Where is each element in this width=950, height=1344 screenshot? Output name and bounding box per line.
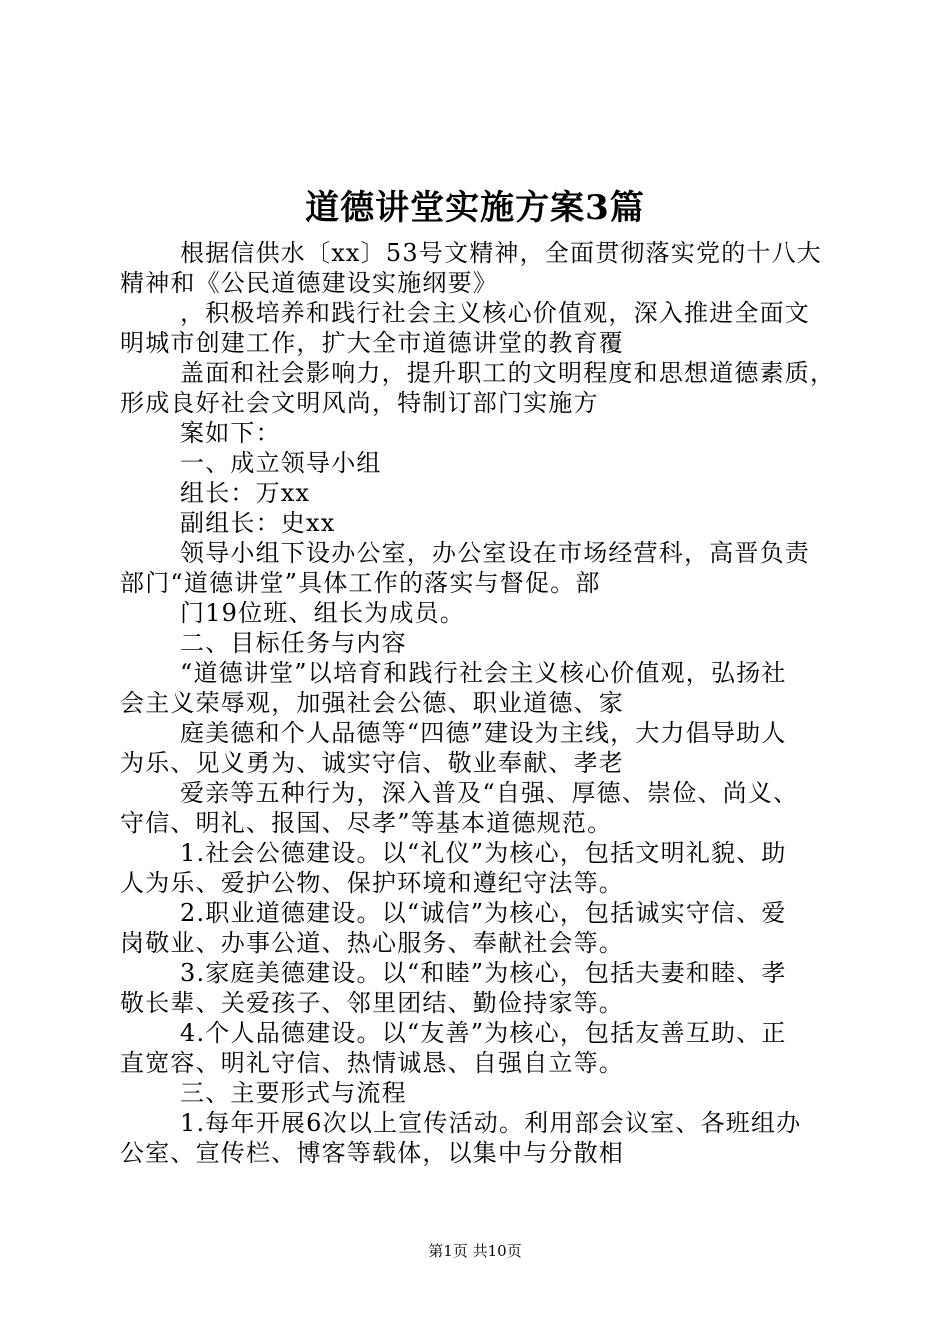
text-line: 直宽容、明礼守信、热情诚恳、自强自立等。 <box>120 1049 624 1077</box>
document-title: 道德讲堂实施方案3篇 <box>305 188 645 228</box>
text-line: 领导小组下设办公室，办公室设在市场经营科，高晋负责 <box>180 539 810 567</box>
text-line: 盖面和社会影响力，提升职工的文明程度和思想道德素质， <box>180 359 836 387</box>
text-line: 1.社会公德建设。以“礼仪”为核心，包括文明礼貌、助 <box>180 839 787 867</box>
text-line: 门19位班、组长为成员。 <box>180 599 465 627</box>
document-body <box>120 238 840 1168</box>
text-line: 组长：万xx <box>180 479 311 507</box>
text-line: 守信、明礼、报国、尽孝”等基本道德规范。 <box>120 809 613 837</box>
text-line: 形成良好社会文明风尚，特制订部门实施方 <box>120 389 599 417</box>
text-line: 2.职业道德建设。以“诚信”为核心，包括诚实守信、爱 <box>180 899 787 927</box>
text-line: 三、主要形式与流程 <box>180 1079 407 1107</box>
text-line: 案如下： <box>180 419 281 447</box>
page-footer: 第1页 共10页 <box>428 1242 522 1260</box>
text-line: 敬长辈、关爱孩子、邻里团结、勤俭持家等。 <box>120 989 624 1017</box>
text-line: 二、目标任务与内容 <box>180 629 407 657</box>
text-line: 部门“道德讲堂”具体工作的落实与督促。部 <box>120 569 601 597</box>
text-line: 岗敬业、办事公道、热心服务、奉献社会等。 <box>120 929 624 957</box>
text-line: 公室、宣传栏、博客等载体，以集中与分散相 <box>120 1139 624 1167</box>
text-line: 人为乐、爱护公物、保护环境和遵纪守法等。 <box>120 869 624 897</box>
text-line: 副组长：史xx <box>180 509 336 537</box>
text-line: 会主义荣辱观，加强社会公德、职业道德、家 <box>120 689 624 717</box>
text-line: 明城市创建工作，扩大全市道德讲堂的教育覆 <box>120 329 624 357</box>
text-line: 为乐、见义勇为、诚实守信、敬业奉献、孝老 <box>120 749 624 777</box>
text-line: ，积极培养和践行社会主义核心价值观，深入推进全面文 <box>180 299 810 327</box>
text-line: 根据信供水〔xx〕53号文精神，全面贯彻落实党的十八大 <box>180 239 823 267</box>
text-line: 精神和《公民道德建设实施纲要》 <box>120 269 498 297</box>
text-line: 3.家庭美德建设。以“和睦”为核心，包括夫妻和睦、孝 <box>180 959 787 987</box>
text-line: 1.每年开展6次以上宣传活动。利用部会议室、各班组办 <box>180 1109 802 1137</box>
text-line: 4.个人品德建设。以“友善”为核心，包括友善互助、正 <box>180 1019 787 1047</box>
text-line: 爱亲等五种行为，深入普及“自强、厚德、崇俭、尚义、 <box>180 779 799 807</box>
text-line: “道德讲堂”以培育和践行社会主义核心价值观，弘扬社 <box>180 659 787 687</box>
text-line: 庭美德和个人品德等“四德”建设为主线，大力倡导助人 <box>180 719 787 747</box>
text-line: 一、成立领导小组 <box>180 449 382 477</box>
